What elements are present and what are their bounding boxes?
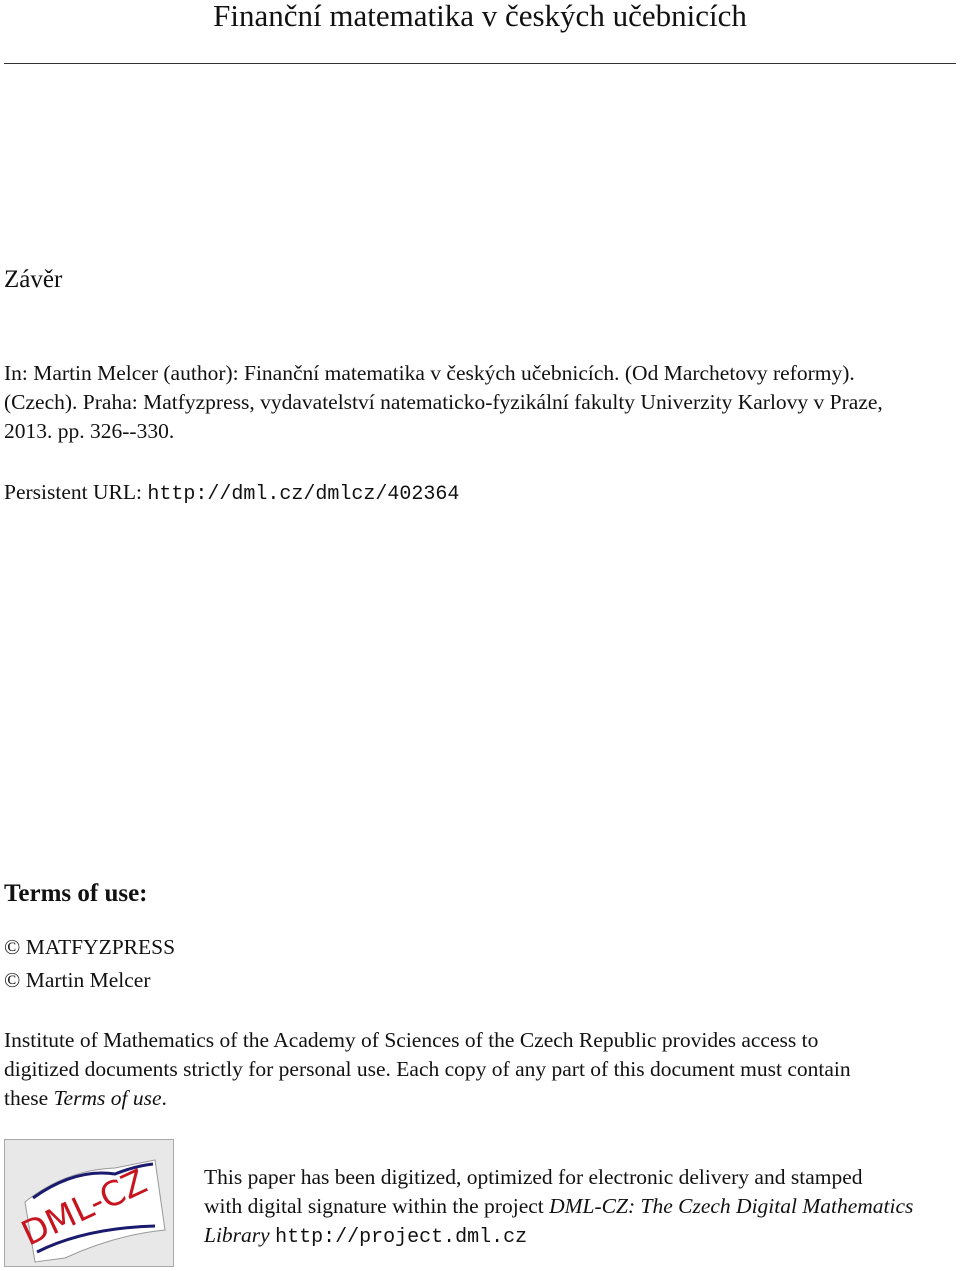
svg-text:DML-CZ: DML-CZ (15, 1161, 154, 1255)
notice-line: digitized documents strictly for personal use. Each copy of any part of this document must contain (4, 1057, 851, 1081)
notice-line (204, 1192, 913, 1221)
citation-line: (Czech). Praha: Matfyzpress, vydavatelství natematicko-fyzikální fakulty Univerzity Karlovy v Praze, (4, 390, 883, 414)
notice-line: Institute of Mathematics of the Academy of Sciences of the Czech Republic provides access to (4, 1028, 819, 1052)
section-heading: Závěr (4, 266, 63, 293)
terms-heading: Terms of use: (4, 880, 148, 907)
notice-text: these (4, 1086, 54, 1110)
title-divider (4, 63, 956, 64)
citation-line: In: Martin Melcer (author): Finanční matematika v českých učebnicích. (Od Marchetovy reformy). (4, 361, 855, 385)
url-link[interactable]: http://dml.cz/dmlcz/402364 (147, 483, 460, 506)
copyright-list (4, 931, 175, 997)
digitization-notice (204, 1163, 913, 1252)
notice-text: with digital signature within the project (204, 1194, 550, 1218)
document-title: Finanční matematika v českých učebnicích (213, 0, 747, 33)
project-name: Library (204, 1223, 270, 1247)
citation (4, 359, 883, 446)
notice-line (4, 1084, 851, 1113)
project-name: DML-CZ: The Czech Digital Mathematics (549, 1194, 914, 1218)
url-label: Persistent URL: (4, 480, 148, 504)
project-link[interactable]: http://project.dml.cz (275, 1226, 528, 1249)
citation-line: 2013. pp. 326--330. (4, 419, 175, 443)
terms-notice (4, 1026, 851, 1113)
notice-line (204, 1221, 913, 1252)
notice-line: This paper has been digitized, optimized for electronic delivery and stamped (204, 1165, 863, 1189)
persistent-url (4, 478, 459, 509)
notice-italic: Terms of use (53, 1086, 162, 1110)
dml-cz-logo (4, 1139, 174, 1267)
notice-text: . (161, 1086, 167, 1110)
copyright-item: © MATFYZPRESS (4, 935, 176, 959)
copyright-item: © Martin Melcer (4, 968, 151, 992)
